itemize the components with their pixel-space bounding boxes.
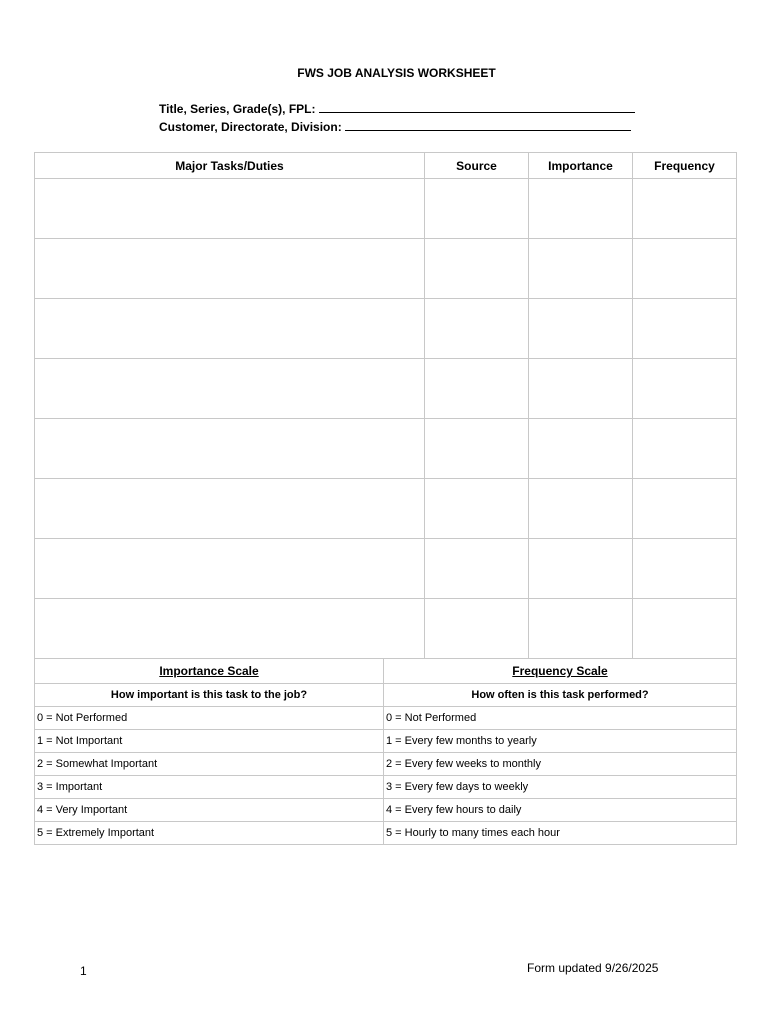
importance-level: 5 = Extremely Important bbox=[35, 822, 384, 845]
scale-level-row bbox=[35, 753, 737, 776]
importance-level: 2 = Somewhat Important bbox=[35, 753, 384, 776]
frequency-level: 1 = Every few months to yearly bbox=[384, 730, 737, 753]
title-series-grade-field bbox=[159, 100, 635, 116]
customer-directorate-field bbox=[159, 118, 631, 134]
table-row bbox=[35, 479, 737, 539]
frequency-cell[interactable] bbox=[633, 419, 737, 479]
task-cell[interactable] bbox=[35, 299, 425, 359]
task-cell[interactable] bbox=[35, 539, 425, 599]
title-series-grade-label: Title, Series, Grade(s), FPL: bbox=[159, 102, 316, 116]
table-row bbox=[35, 179, 737, 239]
tasks-header-row bbox=[35, 153, 737, 179]
frequency-cell[interactable] bbox=[633, 299, 737, 359]
scale-level-row bbox=[35, 730, 737, 753]
frequency-level: 2 = Every few weeks to monthly bbox=[384, 753, 737, 776]
frequency-level: 3 = Every few days to weekly bbox=[384, 776, 737, 799]
header-source: Source bbox=[425, 153, 529, 179]
task-cell[interactable] bbox=[35, 419, 425, 479]
importance-cell[interactable] bbox=[529, 239, 633, 299]
form-updated-date: Form updated 9/26/2025 bbox=[527, 961, 659, 975]
importance-cell[interactable] bbox=[529, 179, 633, 239]
scale-question-row bbox=[35, 684, 737, 707]
importance-level: 0 = Not Performed bbox=[35, 707, 384, 730]
frequency-cell[interactable] bbox=[633, 599, 737, 659]
source-cell[interactable] bbox=[425, 599, 529, 659]
importance-level: 3 = Important bbox=[35, 776, 384, 799]
importance-scale-title: Importance Scale bbox=[35, 659, 384, 684]
task-cell[interactable] bbox=[35, 179, 425, 239]
task-cell[interactable] bbox=[35, 359, 425, 419]
source-cell[interactable] bbox=[425, 239, 529, 299]
header-importance: Importance bbox=[529, 153, 633, 179]
table-row bbox=[35, 359, 737, 419]
worksheet-title: FWS JOB ANALYSIS WORKSHEET bbox=[297, 66, 496, 80]
task-cell[interactable] bbox=[35, 479, 425, 539]
source-cell[interactable] bbox=[425, 539, 529, 599]
frequency-level: 5 = Hourly to many times each hour bbox=[384, 822, 737, 845]
importance-cell[interactable] bbox=[529, 299, 633, 359]
table-row bbox=[35, 299, 737, 359]
importance-level: 4 = Very Important bbox=[35, 799, 384, 822]
task-cell[interactable] bbox=[35, 599, 425, 659]
source-cell[interactable] bbox=[425, 179, 529, 239]
importance-cell[interactable] bbox=[529, 479, 633, 539]
frequency-cell[interactable] bbox=[633, 479, 737, 539]
scale-title-row bbox=[35, 659, 737, 684]
scale-level-row bbox=[35, 707, 737, 730]
table-row bbox=[35, 239, 737, 299]
table-row bbox=[35, 599, 737, 659]
importance-question: How important is this task to the job? bbox=[35, 684, 384, 707]
importance-cell[interactable] bbox=[529, 419, 633, 479]
page-number: 1 bbox=[80, 964, 87, 978]
frequency-level: 0 = Not Performed bbox=[384, 707, 737, 730]
major-tasks-table bbox=[34, 152, 737, 659]
task-cell[interactable] bbox=[35, 239, 425, 299]
customer-directorate-label: Customer, Directorate, Division: bbox=[159, 120, 342, 134]
importance-cell[interactable] bbox=[529, 359, 633, 419]
scale-level-row bbox=[35, 822, 737, 845]
frequency-cell[interactable] bbox=[633, 239, 737, 299]
frequency-scale-title: Frequency Scale bbox=[384, 659, 737, 684]
frequency-cell[interactable] bbox=[633, 359, 737, 419]
frequency-cell[interactable] bbox=[633, 539, 737, 599]
source-cell[interactable] bbox=[425, 419, 529, 479]
importance-level: 1 = Not Important bbox=[35, 730, 384, 753]
source-cell[interactable] bbox=[425, 479, 529, 539]
scale-level-row bbox=[35, 799, 737, 822]
frequency-cell[interactable] bbox=[633, 179, 737, 239]
source-cell[interactable] bbox=[425, 359, 529, 419]
table-row bbox=[35, 419, 737, 479]
customer-directorate-blank[interactable] bbox=[345, 118, 631, 131]
source-cell[interactable] bbox=[425, 299, 529, 359]
scale-level-row bbox=[35, 776, 737, 799]
frequency-level: 4 = Every few hours to daily bbox=[384, 799, 737, 822]
table-row bbox=[35, 539, 737, 599]
frequency-question: How often is this task performed? bbox=[384, 684, 737, 707]
importance-cell[interactable] bbox=[529, 599, 633, 659]
header-frequency: Frequency bbox=[633, 153, 737, 179]
scales-table bbox=[34, 658, 737, 845]
header-major-tasks: Major Tasks/Duties bbox=[35, 153, 425, 179]
importance-cell[interactable] bbox=[529, 539, 633, 599]
title-series-grade-blank[interactable] bbox=[319, 100, 635, 113]
